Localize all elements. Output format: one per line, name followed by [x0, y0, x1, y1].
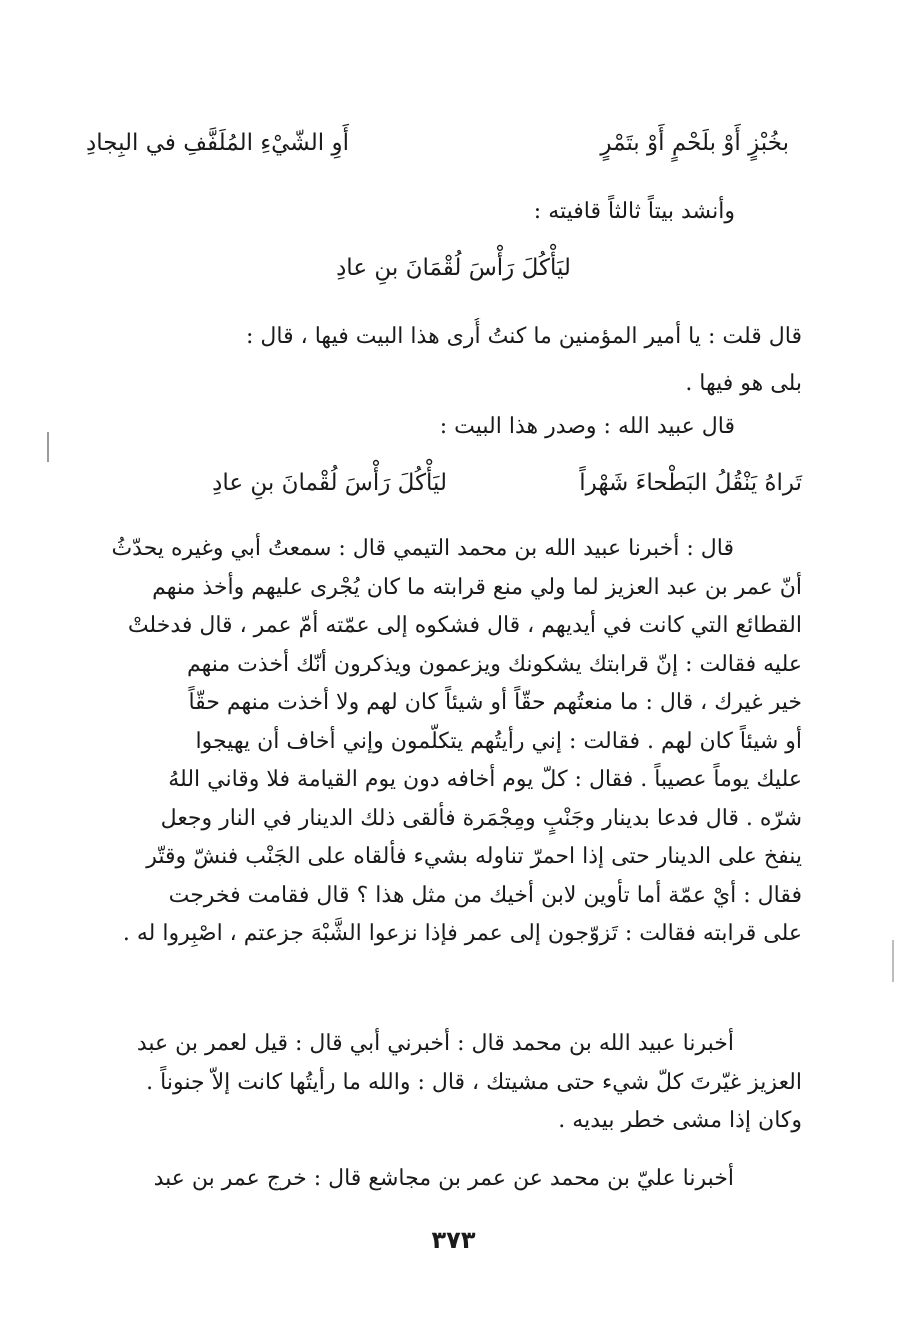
- verse-couplet-3: [92, 470, 802, 504]
- text-line: العزيز غيّرتَ كلّ شيء حتى مشيتك ، قال : والله ما رأيتُها كانت إلاّ جنوناً .: [146, 1069, 802, 1095]
- paragraph-1: [92, 318, 802, 357]
- verse-hemistich-left: أَوِ الشّيْءِ المُلَفَّفِ في البِجادِ: [86, 130, 349, 156]
- verse-hemistich-right: تَراهُ يَنْقُلُ البَطْحاءَ شَهْراً: [579, 470, 802, 496]
- text-line: أو شيئاً كان لهم . فقالت : إني رأيتُهم يتكلّمون وإني أخاف أن يهيجوا: [195, 728, 802, 754]
- scan-artifact-line: [892, 940, 894, 982]
- text-line: على قرابته فقالت : تَزوّجون إلى عمر فإذا نزعوا الشَّبْهَ جزعتم ، اصْبِروا له .: [122, 921, 802, 946]
- verse-hemistich-right: بخُبْزٍ أَوْ بلَحْمٍ أَوْ بتَمْرٍ: [600, 130, 789, 156]
- text-line: أخبرنا عليّ بن محمد عن عمر بن مجاشع قال : خرج عمر بن عبد: [153, 1166, 734, 1191]
- text-line: أنّ عمر بن عبد العزيز لما ولي منع قرابته ما كان يُجْرى عليهم وأخذ منهم: [152, 574, 802, 600]
- text-line: وكان إذا مشى خطر بيديه .: [558, 1108, 802, 1133]
- text-line: بلى هو فيها .: [685, 371, 802, 396]
- text-line: قال عبيد الله : وصدر هذا البيت :: [439, 414, 735, 439]
- recitation-note: [92, 193, 735, 232]
- text-line: شرّه . قال فدعا بدينار وجَنْبٍ ومِجْمَرة فألقى ذلك الدينار في النار وجعل: [160, 805, 802, 831]
- text-line: وأنشد بيتاً ثالثاً قافيته :: [533, 199, 735, 224]
- obaid-note: [92, 408, 735, 447]
- text-line: أخبرنا عبيد الله بن محمد قال : أخبرني أبي قال : قيل لعمر بن عبد: [136, 1031, 734, 1056]
- text-line: خير غيرك ، قال : ما منعتُهم حقّاً أو شيئاً كان لهم ولا أخذت منهم حقّاً: [188, 690, 802, 715]
- text-line: قال قلت : يا أمير المؤمنين ما كنتُ أُرى هذا البيت فيها ، قال :: [246, 324, 802, 349]
- verse-hemistich: ليَأْكُلَ رَأْسَ لُقْمَانَ بنِ عادِ: [336, 255, 571, 281]
- verse-single: [260, 255, 647, 281]
- paragraph-4: [92, 1160, 802, 1199]
- text-line: القطائع التي كانت في أيديهم ، قال فشكوه إلى عمّته أمّ عمر ، قال فدخلتْ: [127, 613, 802, 638]
- text-line: عليه فقالت : إنّ قرابتك يشكونك ويزعمون ويذكرون أنّك أخذت منهم: [186, 651, 802, 677]
- text-line: قال : أخبرنا عبيد الله بن محمد التيمي قال : سمعتُ أبي وغيره يحدّثُ: [111, 536, 734, 561]
- verse-couplet-1: [86, 130, 789, 164]
- paragraph-1-cont: [92, 365, 802, 404]
- page-number: ٣٧٣: [431, 1226, 476, 1254]
- paragraph-3: [92, 1025, 802, 1141]
- text-line: فقال : أيْ عمّة أما تأوين لابن أخيك من مثل هذا ؟ قال فقامت فخرجت: [168, 882, 802, 908]
- scan-artifact-line: [47, 432, 49, 462]
- paragraph-2: [92, 530, 802, 954]
- text-line: عليك يوماً عصيباً . فقال : كلّ يوم أخافه دون يوم القيامة فلا وقاني اللهُ: [168, 767, 802, 792]
- text-line: ينفخ على الدينار حتى إذا احمرّ تناوله بشيء فألقاه على الجَنْب فنشّ وقتّر: [146, 844, 802, 869]
- verse-hemistich-left: ليَأْكُلَ رَأْسَ لُقْمانَ بنِ عادِ: [212, 470, 447, 496]
